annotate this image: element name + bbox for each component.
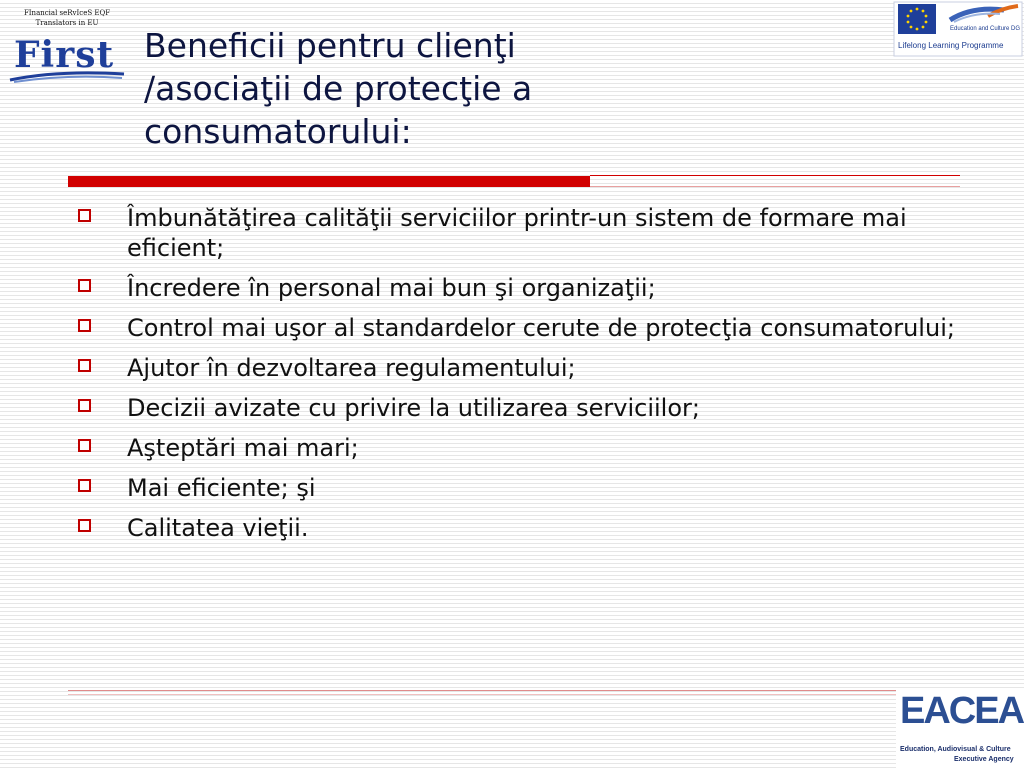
list-item-text: Ajutor în dezvoltarea regulamentului; — [127, 354, 576, 382]
hollow-square-bullet-icon — [78, 359, 91, 372]
benefits-list — [78, 203, 958, 553]
list-item-text: Calitatea vieţii. — [127, 514, 309, 542]
slide-title-line: Beneficii pentru clienţi — [144, 26, 516, 65]
list-item-text: Decizii avizate cu privire la utilizarea serviciilor; — [127, 394, 700, 422]
hollow-square-bullet-icon — [78, 439, 91, 452]
hollow-square-bullet-icon — [78, 319, 91, 332]
eacea-logo-subtitle-2: Executive Agency — [954, 756, 1014, 763]
hollow-square-bullet-icon — [78, 479, 91, 492]
ec-dg-label: Education and Culture DG — [950, 26, 1021, 32]
list-item — [78, 473, 958, 503]
hollow-square-bullet-icon — [78, 209, 91, 222]
first-logo — [4, 8, 130, 88]
list-item-text: Control mai uşor al standardelor cerute de protecţia consumatorului; — [127, 314, 955, 342]
hollow-square-bullet-icon — [78, 279, 91, 292]
list-item-text: Mai eficiente; şi — [127, 474, 316, 502]
first-logo-tagline: FInancial seRvIceS EQF Translators in EU — [23, 9, 111, 27]
list-item — [78, 273, 958, 303]
title-rule-thin — [590, 175, 960, 176]
list-item — [78, 513, 958, 543]
eacea-logo-mark: EACEA — [900, 690, 1024, 732]
list-item — [78, 433, 958, 463]
title-rule-thick — [68, 176, 590, 187]
title-rule-thin-lower — [590, 186, 960, 187]
list-item — [78, 203, 958, 263]
slide-title-line: /asociaţii de protecţie a — [144, 69, 533, 108]
first-logo-wordmark: First — [14, 34, 115, 76]
list-item — [78, 393, 958, 423]
list-item — [78, 353, 958, 383]
slide-title — [144, 24, 664, 153]
eacea-logo — [896, 690, 1024, 768]
footer-rule — [68, 690, 960, 691]
list-item-text: Aşteptări mai mari; — [127, 434, 359, 462]
eacea-logo-subtitle: Education, Audiovisual & Culture — [900, 746, 1011, 753]
list-item-text: Îmbunătăţirea calităţii serviciilor printr-un sistem de formare mai eficient; — [127, 204, 907, 262]
lifelong-learning-logo — [892, 0, 1024, 58]
swoosh-icon — [8, 68, 126, 84]
llp-label: Lifelong Learning Programme — [898, 41, 1004, 50]
list-item-text: Încredere în personal mai bun şi organizaţii; — [127, 274, 656, 302]
hollow-square-bullet-icon — [78, 399, 91, 412]
hollow-square-bullet-icon — [78, 519, 91, 532]
footer-rule-lower — [68, 694, 960, 695]
slide-title-line: consumatorului: — [144, 112, 412, 151]
list-item — [78, 313, 958, 343]
